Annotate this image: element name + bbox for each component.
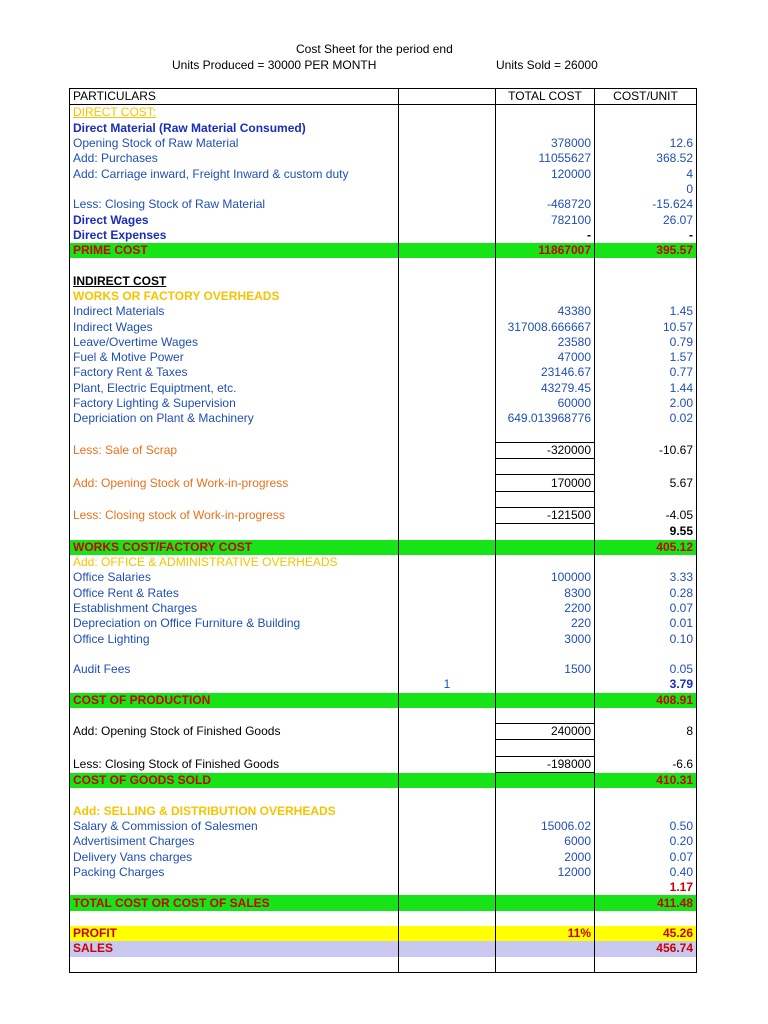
sales-row [70,941,697,956]
table-row [70,508,697,524]
table-row [70,289,697,304]
table-row [70,740,697,756]
row-cost-unit [595,804,697,819]
row-total-cost: -468720 [496,197,595,212]
row-cost-unit [595,289,697,304]
row-total-cost: -320000 [496,442,595,458]
row-total-cost [496,677,595,692]
row-total-cost: 240000 [496,724,595,740]
row-label [70,427,399,443]
row-cost-unit: 0.02 [595,411,697,426]
row-cost-unit: 456.74 [595,941,697,956]
row-label: INDIRECT COST [70,274,399,289]
row-total-cost: 170000 [496,475,595,491]
row-mid [399,834,496,849]
row-mid [399,586,496,601]
row-mid [399,647,496,662]
row-mid [399,788,496,803]
profit-row [70,926,697,941]
row-mid [399,335,496,350]
row-total-cost: 23146.67 [496,365,595,380]
table-row [70,335,697,350]
row-mid [399,182,496,197]
row-label: Less: Sale of Scrap [70,442,399,458]
row-mid [399,289,496,304]
row-cost-unit: 0.79 [595,335,697,350]
row-mid [399,911,496,926]
row-total-cost: 11867007 [496,243,595,258]
row-total-cost [496,491,595,507]
row-cost-unit: 408.91 [595,693,697,708]
row-cost-unit: 0.40 [595,865,697,880]
row-mid [399,662,496,677]
row-label: Direct Wages [70,212,399,227]
row-label: Add: Opening Stock of Finished Goods [70,724,399,740]
row-total-cost: 60000 [496,396,595,411]
row-total-cost [496,708,595,724]
row-mid [399,957,496,973]
row-label: Add: Opening Stock of Work-in-progress [70,475,399,491]
row-label: Office Salaries [70,570,399,585]
table-row [70,491,697,507]
row-cost-unit: 410.31 [595,773,697,789]
table-row [70,427,697,443]
row-cost-unit: 0.10 [595,631,697,646]
row-total-cost: 378000 [496,136,595,151]
row-mid [399,105,496,121]
table-row [70,911,697,926]
row-label [70,524,399,540]
row-mid [399,819,496,834]
table-row [70,258,697,273]
row-mid [399,773,496,789]
row-total-cost: 8300 [496,586,595,601]
row-total-cost [496,459,595,475]
units-sold: Units Sold = 26000 [496,58,598,72]
row-cost-unit: 0.07 [595,850,697,865]
row-label: Establishment Charges [70,601,399,616]
table-row [70,880,697,895]
row-cost-unit [595,788,697,803]
row-mid [399,136,496,151]
row-mid [399,258,496,273]
row-mid [399,941,496,956]
row-mid [399,555,496,570]
row-label: Office Lighting [70,631,399,646]
units-produced: Units Produced = 30000 PER MONTH [172,58,377,72]
row-cost-unit: 0.77 [595,365,697,380]
row-total-cost: 6000 [496,834,595,849]
row-label: Indirect Materials [70,304,399,319]
row-total-cost: 3000 [496,631,595,646]
row-label: Add: Carriage inward, Freight Inward & custom duty [70,166,399,181]
row-cost-unit: 368.52 [595,151,697,166]
row-cost-unit: 9.55 [595,524,697,540]
row-mid [399,228,496,243]
row-total-cost [496,773,595,789]
row-total-cost: 100000 [496,570,595,585]
row-mid [399,491,496,507]
table-row [70,166,697,181]
row-mid [399,508,496,524]
row-cost-unit: -6.6 [595,756,697,772]
sheet-title: Cost Sheet for the period end [296,42,453,56]
row-mid [399,540,496,555]
table-row [70,319,697,334]
row-cost-unit [595,427,697,443]
row-label: COST OF PRODUCTION [70,693,399,708]
table-row [70,647,697,662]
header-row [70,89,697,105]
total-cost-row [70,895,697,910]
row-mid [399,708,496,724]
row-cost-unit: 1.57 [595,350,697,365]
row-total-cost [496,540,595,555]
table-row [70,136,697,151]
row-mid [399,804,496,819]
row-cost-unit: 1.45 [595,304,697,319]
row-label: Delivery Vans charges [70,850,399,865]
row-mid [399,121,496,136]
row-mid [399,880,496,895]
row-mid [399,740,496,756]
row-label: Indirect Wages [70,319,399,334]
cost-of-goods-sold-row [70,773,697,789]
row-label: Fuel & Motive Power [70,350,399,365]
row-mid [399,926,496,941]
row-label: Add: SELLING & DISTRIBUTION OVERHEADS [70,804,399,819]
row-total-cost [496,289,595,304]
row-cost-unit [595,708,697,724]
row-total-cost [496,957,595,973]
row-cost-unit [595,957,697,973]
row-label [70,677,399,692]
row-cost-unit: 2.00 [595,396,697,411]
row-label [70,647,399,662]
row-label [70,957,399,973]
row-total-cost [496,105,595,121]
row-label [70,491,399,507]
row-label: Plant, Electric Equiptment, etc. [70,381,399,396]
row-total-cost [496,258,595,273]
row-total-cost [496,804,595,819]
row-cost-unit: 1.17 [595,880,697,895]
row-label: PROFIT [70,926,399,941]
row-mid [399,396,496,411]
row-total-cost: 649.013968776 [496,411,595,426]
row-cost-unit [595,555,697,570]
row-total-cost [496,788,595,803]
row-cost-unit: 5.67 [595,475,697,491]
row-total-cost: 43380 [496,304,595,319]
row-label [70,740,399,756]
row-label: Leave/Overtime Wages [70,335,399,350]
row-total-cost: 317008.666667 [496,319,595,334]
table-row [70,197,697,212]
table-row [70,957,697,973]
row-total-cost [496,740,595,756]
row-total-cost [496,182,595,197]
row-label: Depreciation on Office Furniture & Building [70,616,399,631]
row-cost-unit: 1.44 [595,381,697,396]
table-row [70,819,697,834]
row-total-cost [496,555,595,570]
row-cost-unit: 0.01 [595,616,697,631]
row-label: Less: Closing Stock of Finished Goods [70,756,399,772]
table-row [70,396,697,411]
table-row [70,151,697,166]
table-row [70,475,697,491]
table-row [70,105,697,121]
row-cost-unit: -4.05 [595,508,697,524]
row-cost-unit: 26.07 [595,212,697,227]
table-row [70,121,697,136]
row-label [70,880,399,895]
row-label [70,459,399,475]
table-row [70,677,697,692]
row-total-cost [496,427,595,443]
row-total-cost [496,880,595,895]
table-row [70,365,697,380]
row-label: Depriciation on Plant & Machinery [70,411,399,426]
table-row [70,631,697,646]
row-mid [399,724,496,740]
row-total-cost: -121500 [496,508,595,524]
table-row [70,601,697,616]
row-label: Salary & Commission of Salesmen [70,819,399,834]
table-row [70,459,697,475]
row-mid [399,756,496,772]
row-mid [399,212,496,227]
prime-cost-row [70,243,697,258]
table-row [70,228,697,243]
row-mid [399,274,496,289]
row-cost-unit: - [595,228,697,243]
row-cost-unit: 0.28 [595,586,697,601]
row-label: PRIME COST [70,243,399,258]
row-label: DIRECT COST: [70,105,399,121]
row-mid [399,442,496,458]
row-label [70,708,399,724]
row-total-cost [496,647,595,662]
table-row [70,834,697,849]
table-row [70,616,697,631]
row-mid: 1 [399,677,496,692]
row-label: Add: Purchases [70,151,399,166]
col-header-blank [399,89,496,105]
table-row [70,570,697,585]
row-total-cost: 15006.02 [496,819,595,834]
table-row [70,662,697,677]
row-mid [399,850,496,865]
row-cost-unit: 10.57 [595,319,697,334]
row-mid [399,616,496,631]
row-cost-unit: 45.26 [595,926,697,941]
row-cost-unit: 0.20 [595,834,697,849]
table-row [70,304,697,319]
row-label: Packing Charges [70,865,399,880]
cost-of-production-row [70,693,697,708]
table-row [70,411,697,426]
row-total-cost [496,895,595,910]
table-row [70,865,697,880]
row-mid [399,319,496,334]
row-cost-unit: 3.33 [595,570,697,585]
row-mid [399,693,496,708]
row-cost-unit [595,740,697,756]
col-header-total-cost: TOTAL COST [496,89,595,105]
row-mid [399,524,496,540]
row-label [70,182,399,197]
col-header-particulars: PARTICULARS [70,89,399,105]
table-row [70,555,697,570]
row-mid [399,427,496,443]
row-mid [399,350,496,365]
row-cost-unit: -10.67 [595,442,697,458]
table-row [70,212,697,227]
row-total-cost [496,941,595,956]
row-label: Less: Closing Stock of Raw Material [70,197,399,212]
row-label: Direct Expenses [70,228,399,243]
row-total-cost: 47000 [496,350,595,365]
row-total-cost: 43279.45 [496,381,595,396]
col-header-cost-unit: COST/UNIT [595,89,697,105]
cost-sheet-table [69,88,697,973]
row-total-cost [496,524,595,540]
table-row [70,804,697,819]
table-row [70,708,697,724]
table-row [70,442,697,458]
row-cost-unit: 0 [595,182,697,197]
row-label: Audit Fees [70,662,399,677]
row-cost-unit [595,647,697,662]
row-cost-unit: 3.79 [595,677,697,692]
row-cost-unit: 0.07 [595,601,697,616]
row-label: Factory Lighting & Supervision [70,396,399,411]
row-mid [399,601,496,616]
row-cost-unit: 395.57 [595,243,697,258]
row-label: Direct Material (Raw Material Consumed) [70,121,399,136]
row-cost-unit [595,274,697,289]
row-total-cost [496,121,595,136]
row-label: Add: OFFICE & ADMINISTRATIVE OVERHEADS [70,555,399,570]
table-row [70,756,697,772]
row-label [70,788,399,803]
table-row [70,381,697,396]
row-total-cost: 1500 [496,662,595,677]
row-label [70,911,399,926]
row-total-cost: 2000 [496,850,595,865]
row-mid [399,631,496,646]
row-total-cost: 2200 [496,601,595,616]
works-cost-row [70,540,697,555]
row-total-cost [496,693,595,708]
row-total-cost [496,274,595,289]
table-row [70,724,697,740]
row-total-cost: - [496,228,595,243]
row-total-cost: 12000 [496,865,595,880]
row-mid [399,166,496,181]
row-mid [399,475,496,491]
row-mid [399,151,496,166]
row-label [70,258,399,273]
row-cost-unit: 411.48 [595,895,697,910]
row-cost-unit: 0.50 [595,819,697,834]
row-total-cost: 120000 [496,166,595,181]
row-cost-unit [595,459,697,475]
row-cost-unit: 8 [595,724,697,740]
row-mid [399,381,496,396]
row-total-cost: 220 [496,616,595,631]
row-cost-unit [595,121,697,136]
row-total-cost: 11055627 [496,151,595,166]
table-row [70,182,697,197]
row-cost-unit [595,911,697,926]
row-mid [399,570,496,585]
table-row [70,274,697,289]
row-total-cost [496,911,595,926]
row-total-cost: -198000 [496,756,595,772]
row-mid [399,304,496,319]
row-cost-unit: 12.6 [595,136,697,151]
row-total-cost: 11% [496,926,595,941]
row-label: Office Rent & Rates [70,586,399,601]
row-mid [399,411,496,426]
table-row [70,850,697,865]
row-label: Factory Rent & Taxes [70,365,399,380]
row-cost-unit: -15.624 [595,197,697,212]
row-label: Less: Closing stock of Work-in-progress [70,508,399,524]
row-label: WORKS OR FACTORY OVERHEADS [70,289,399,304]
table-row [70,788,697,803]
row-label: COST OF GOODS SOLD [70,773,399,789]
row-cost-unit: 4 [595,166,697,181]
row-mid [399,197,496,212]
row-cost-unit [595,258,697,273]
row-label: Opening Stock of Raw Material [70,136,399,151]
row-label: Advertisiment Charges [70,834,399,849]
table-row [70,586,697,601]
row-cost-unit: 405.12 [595,540,697,555]
row-mid [399,365,496,380]
table-row [70,350,697,365]
row-mid [399,895,496,910]
row-label: TOTAL COST OR COST OF SALES [70,895,399,910]
row-total-cost: 23580 [496,335,595,350]
row-cost-unit [595,105,697,121]
row-label: SALES [70,941,399,956]
row-label: WORKS COST/FACTORY COST [70,540,399,555]
row-cost-unit: 0.05 [595,662,697,677]
row-total-cost: 782100 [496,212,595,227]
row-mid [399,865,496,880]
row-cost-unit [595,491,697,507]
table-row [70,524,697,540]
row-mid [399,459,496,475]
row-mid [399,243,496,258]
